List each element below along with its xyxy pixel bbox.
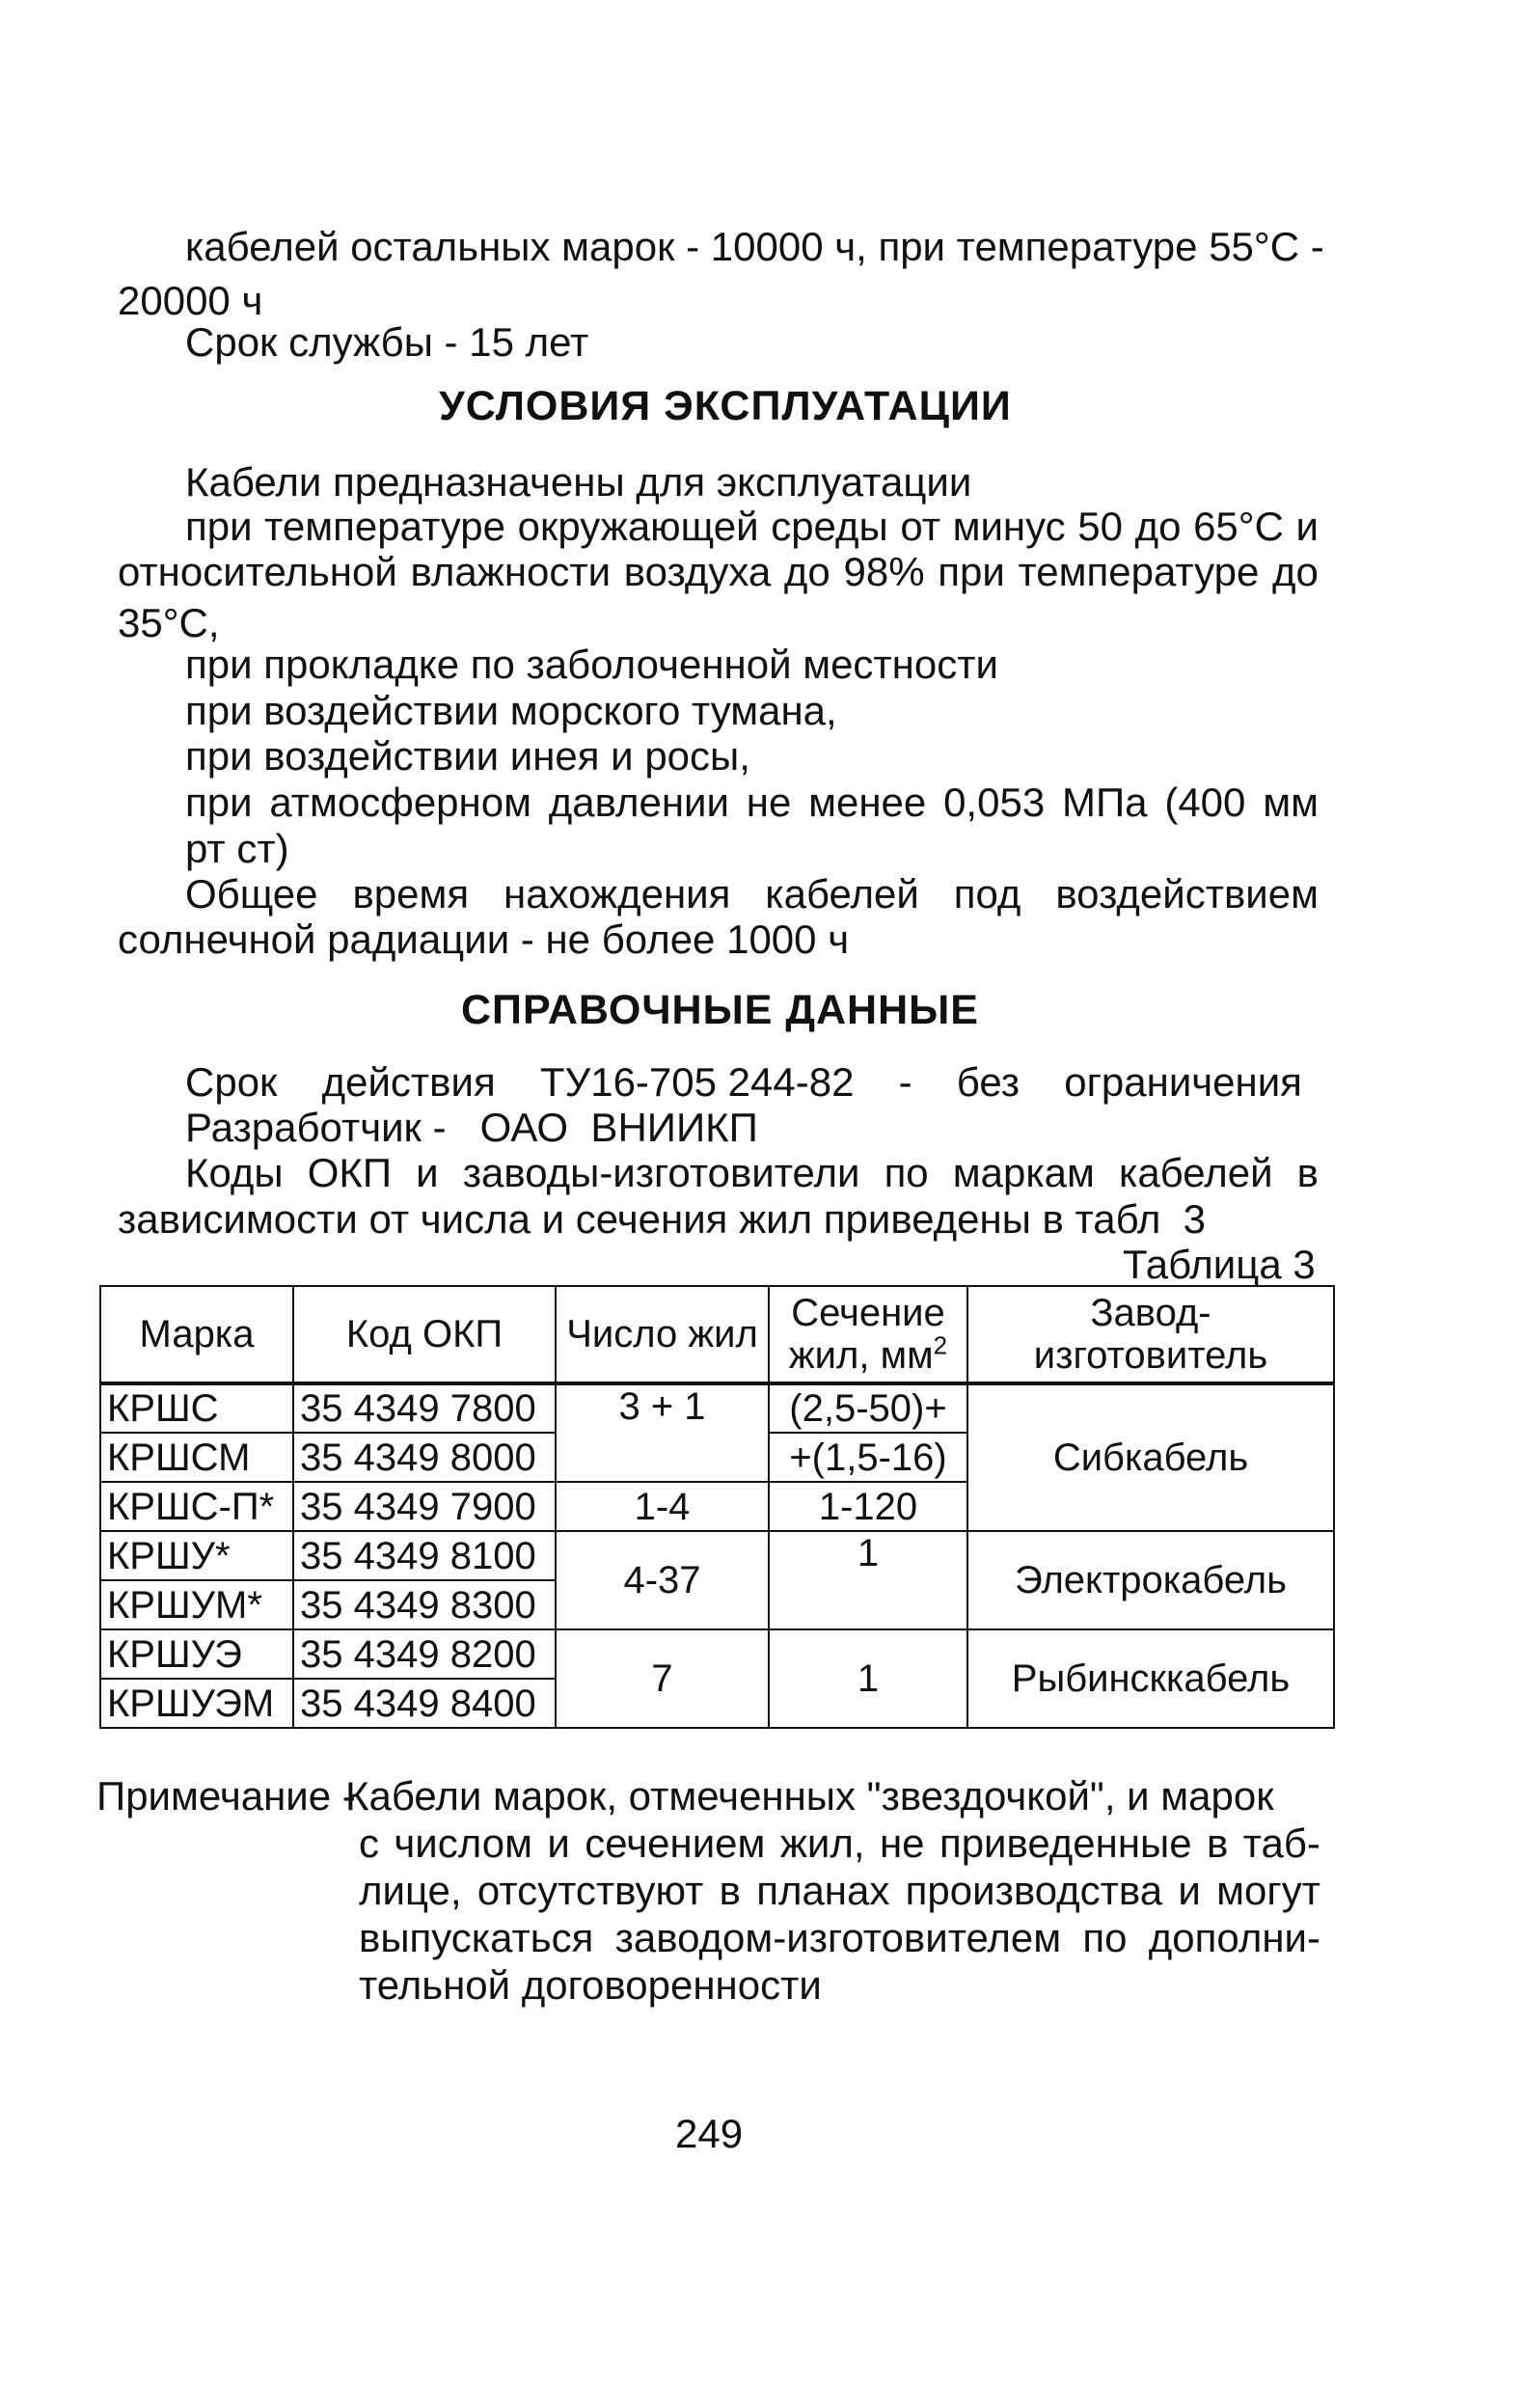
word: приведенные — [939, 1820, 1192, 1866]
word: от — [900, 504, 940, 549]
word: ограничения — [1064, 1059, 1302, 1105]
word: нахождения — [503, 871, 731, 917]
paragraph-purpose: Кабели предназначены для эксплуатации — [185, 459, 972, 505]
cell-mark: КРШУЭ — [100, 1629, 293, 1679]
paragraph-solar-line-2: солнечной радиации - не более 1000 ч — [118, 917, 850, 962]
word: менее — [808, 780, 927, 825]
word: в — [1207, 1820, 1229, 1866]
section-heading-reference-data: СПРАВОЧНЫЕ ДАННЫЕ — [461, 987, 979, 1033]
word: при — [185, 780, 253, 825]
word: (400 — [1164, 780, 1246, 825]
word: сечением — [585, 1820, 766, 1866]
word: по — [1082, 1915, 1128, 1960]
note-line-1: Кабели марок, отмеченных "звездочкой", и марок — [345, 1773, 1274, 1819]
header-mark: Марка — [100, 1286, 293, 1383]
paragraph-temperature-line-1 — [185, 504, 1319, 550]
word: при — [185, 504, 253, 549]
paragraph-sea-fog: при воздействии морского тумана, — [185, 688, 837, 733]
word: в — [719, 1868, 741, 1913]
word: лице, — [359, 1868, 462, 1913]
paragraph-developer: Разработчик - ОАО ВНИИКП — [185, 1105, 758, 1150]
paragraph-temperature-line-2 — [118, 549, 1319, 595]
word: Общее — [185, 871, 318, 917]
paragraph-solar-line-1 — [185, 871, 1319, 917]
word: 65°С — [1193, 504, 1284, 549]
word: Коды — [185, 1150, 284, 1195]
word: с — [359, 1820, 379, 1866]
note-line-5: тельной договоренности — [359, 1962, 822, 2008]
word: окружающей — [517, 504, 759, 549]
cell-cores: 1-4 — [556, 1482, 769, 1531]
paragraph-pressure-line-2: рт ст) — [185, 826, 289, 871]
word: выпускаться — [359, 1915, 594, 1960]
word: маркам — [952, 1150, 1095, 1195]
header-okp: Код ОКП — [293, 1286, 556, 1383]
cell-okp: 35 4349 8300 — [293, 1580, 556, 1629]
word: минус — [952, 504, 1066, 549]
paragraph-frost: при воздействии инея и росы, — [185, 733, 750, 779]
word: МПа — [1061, 780, 1148, 825]
header-section — [769, 1286, 967, 1383]
word: влажности — [410, 549, 612, 594]
word: воздействием — [1055, 871, 1319, 917]
cell-okp: 35 4349 7800 — [293, 1383, 556, 1433]
word: не — [746, 780, 792, 825]
word: дополни- — [1148, 1915, 1320, 1960]
cell-section: 1 — [769, 1531, 967, 1629]
cell-okp: 35 4349 7900 — [293, 1482, 556, 1531]
word: при — [938, 549, 1005, 594]
cell-okp: 35 4349 8400 — [293, 1679, 556, 1728]
word: и — [547, 1820, 570, 1866]
cell-cores: 7 — [556, 1629, 769, 1728]
word: отсутствуют — [476, 1868, 704, 1913]
table-header-row — [100, 1286, 1334, 1383]
note-label: Примечание - — [96, 1773, 367, 1819]
cell-okp: 35 4349 8100 — [293, 1531, 556, 1580]
paragraph-temperature-line-3: 35°С, — [118, 600, 220, 645]
paragraph-codes-line-2: зависимости от числа и сечения жил приведены в табл 3 — [118, 1196, 1207, 1242]
word: атмосферном — [269, 780, 531, 825]
note-line-4 — [359, 1915, 1320, 1961]
cell-mark: КРШУ* — [100, 1531, 293, 1580]
word: 0,053 — [943, 780, 1046, 825]
word: заводом-изготовителем — [614, 1915, 1062, 1960]
word: и — [416, 1150, 439, 1195]
word: до — [1134, 504, 1182, 549]
table-row — [100, 1531, 1334, 1580]
word: планах — [756, 1868, 890, 1913]
header-section-text: Сечение жил, мм — [788, 1292, 945, 1377]
word: температуре — [1018, 549, 1260, 594]
word: производства — [905, 1868, 1163, 1913]
paragraph-validity — [185, 1059, 1302, 1106]
cell-okp: 35 4349 8000 — [293, 1433, 556, 1482]
table-row — [100, 1629, 1334, 1679]
word: до — [1272, 549, 1319, 594]
word: ОКП — [307, 1150, 393, 1195]
cell-mark: КРШСМ — [100, 1433, 293, 1482]
intro-line-1: кабелей остальных марок - 10000 ч, при температуре 55°С - — [185, 224, 1324, 269]
header-maker: Завод-изготовитель — [967, 1286, 1334, 1383]
word: относительной — [118, 549, 397, 594]
word: температуре — [264, 504, 506, 549]
cell-section: 1 — [769, 1629, 967, 1728]
paragraph-swamp: при прокладке по заболоченной местности — [185, 642, 998, 687]
word: могут — [1216, 1868, 1320, 1913]
word: мм — [1263, 780, 1319, 825]
cell-mark: КРШС-П* — [100, 1482, 293, 1531]
word: до — [783, 549, 830, 594]
page-number: 249 — [675, 2111, 744, 2156]
word: по — [884, 1150, 929, 1195]
word: и — [1178, 1868, 1201, 1913]
service-life-line: Срок службы - 15 лет — [185, 319, 589, 365]
table-row — [100, 1383, 1334, 1433]
word: среды — [771, 504, 888, 549]
paragraph-codes-line-1 — [185, 1150, 1319, 1196]
word: Срок — [185, 1059, 278, 1105]
cell-maker: Рыбинсккабель — [967, 1629, 1334, 1728]
header-cores: Число жил — [556, 1286, 769, 1383]
cable-codes-table — [99, 1285, 1335, 1729]
word: - — [898, 1059, 912, 1105]
word: под — [953, 871, 1021, 917]
table-caption: Таблица 3 — [1123, 1242, 1316, 1287]
word: числом — [394, 1820, 532, 1866]
word: действия — [321, 1059, 496, 1105]
cell-section: (2,5-50)+ — [769, 1383, 967, 1433]
cell-maker: Сибкабель — [967, 1383, 1334, 1531]
word: заводы-изготовители — [462, 1150, 860, 1195]
intro-line-2: 20000 ч — [118, 278, 263, 323]
word: 50 — [1077, 504, 1123, 549]
word: давлении — [548, 780, 729, 825]
word: кабелей — [765, 871, 919, 917]
cell-cores: 4-37 — [556, 1531, 769, 1629]
word: кабелей — [1119, 1150, 1273, 1195]
word: жил, — [779, 1820, 865, 1866]
cell-maker: Электрокабель — [967, 1531, 1334, 1629]
section-heading-operating-conditions: УСЛОВИЯ ЭКСПЛУАТАЦИИ — [439, 383, 1012, 429]
header-section-sup: 2 — [933, 1330, 948, 1360]
word: и — [1295, 504, 1319, 549]
cell-cores: 3 + 1 — [556, 1383, 769, 1482]
cell-section: 1-120 — [769, 1482, 967, 1531]
word: воздуха — [623, 549, 772, 594]
cell-mark: КРШУЭМ — [100, 1679, 293, 1728]
word: в — [1296, 1150, 1319, 1195]
note-line-3 — [359, 1868, 1320, 1914]
cell-section: +(1,5-16) — [769, 1433, 967, 1482]
note-line-2 — [359, 1820, 1320, 1867]
paragraph-pressure-line-1 — [185, 780, 1319, 826]
word: не — [879, 1820, 925, 1866]
word: без — [956, 1059, 1021, 1105]
word: ТУ16-705 244-82 — [539, 1059, 855, 1105]
cell-okp: 35 4349 8200 — [293, 1629, 556, 1679]
cell-mark: КРШС — [100, 1383, 293, 1433]
cell-mark: КРШУМ* — [100, 1580, 293, 1629]
word: время — [352, 871, 470, 917]
word: 98% — [843, 549, 925, 594]
word: таб- — [1242, 1820, 1320, 1866]
